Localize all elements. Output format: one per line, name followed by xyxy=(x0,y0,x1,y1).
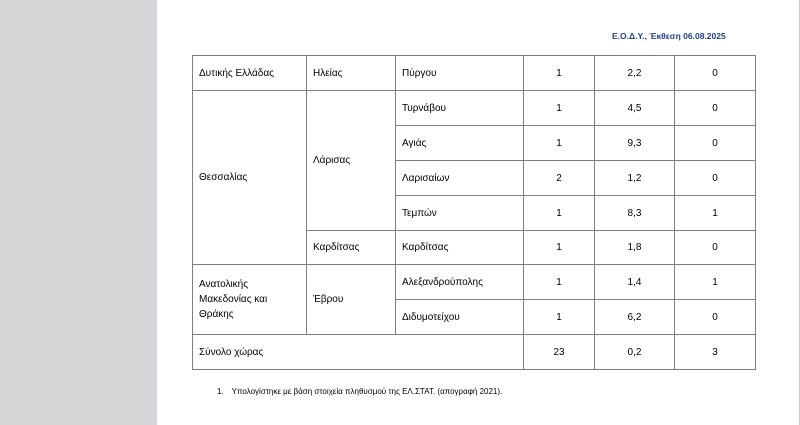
region-cell: Δυτικής Ελλάδας xyxy=(193,56,307,91)
footnote xyxy=(217,387,502,396)
document-page xyxy=(157,0,800,425)
municipality-cell: Πύργου xyxy=(396,56,524,91)
rate-cell: 1,2 xyxy=(595,161,675,196)
rate-cell: 1,8 xyxy=(595,231,675,265)
region-cell: Θεσσαλίας xyxy=(193,91,307,265)
deaths-cell: 0 xyxy=(675,161,756,196)
deaths-cell: 0 xyxy=(675,231,756,265)
municipality-cell: Λαρισαίων xyxy=(396,161,524,196)
total-deaths: 3 xyxy=(675,335,756,370)
deaths-cell: 1 xyxy=(675,196,756,231)
cases-cell: 1 xyxy=(524,265,595,300)
cases-cell: 1 xyxy=(524,126,595,161)
cases-cell: 2 xyxy=(524,161,595,196)
footnote-number: 1. xyxy=(217,387,224,396)
deaths-cell: 0 xyxy=(675,300,756,335)
municipality-cell: Τυρνάβου xyxy=(396,91,524,126)
rate-cell: 4,5 xyxy=(595,91,675,126)
table-row xyxy=(193,265,756,300)
deaths-cell: 0 xyxy=(675,56,756,91)
cases-cell: 1 xyxy=(524,300,595,335)
deaths-cell: 1 xyxy=(675,265,756,300)
regional-unit-cell: Έβρου xyxy=(307,265,396,335)
municipality-cell: Καρδίτσας xyxy=(396,231,524,265)
total-row xyxy=(193,335,756,370)
municipality-cell: Αγιάς xyxy=(396,126,524,161)
rate-cell: 8,3 xyxy=(595,196,675,231)
rate-cell: 2,2 xyxy=(595,56,675,91)
region-cell: Ανατολικής Μακεδονίας και Θράκης xyxy=(193,265,307,335)
rate-cell: 6,2 xyxy=(595,300,675,335)
cases-cell: 1 xyxy=(524,56,595,91)
total-label: Σύνολο χώρας xyxy=(193,335,524,370)
footnote-text: Υπολογίστηκε με βάση στοιχεία πληθυσμού της ΕΛ.ΣΤΑΤ. (απογραφή 2021). xyxy=(231,387,503,396)
cases-cell: 1 xyxy=(524,196,595,231)
cases-cell: 1 xyxy=(524,91,595,126)
rate-cell: 1,4 xyxy=(595,265,675,300)
municipality-cell: Τεμπών xyxy=(396,196,524,231)
rate-cell: 9,3 xyxy=(595,126,675,161)
deaths-cell: 0 xyxy=(675,126,756,161)
total-rate: 0,2 xyxy=(595,335,675,370)
regional-unit-cell: Λάρισας xyxy=(307,91,396,231)
table-row xyxy=(193,56,756,91)
cases-table xyxy=(192,55,756,370)
deaths-cell: 0 xyxy=(675,91,756,126)
total-cases: 23 xyxy=(524,335,595,370)
regional-unit-cell: Καρδίτσας xyxy=(307,231,396,265)
report-reference: Ε.Ο.Δ.Υ., Έκθεση 06.08.2025 xyxy=(612,31,726,41)
municipality-cell: Διδυμοτείχου xyxy=(396,300,524,335)
cases-cell: 1 xyxy=(524,231,595,265)
table-row xyxy=(193,91,756,126)
regional-unit-cell: Ηλείας xyxy=(307,56,396,91)
municipality-cell: Αλεξανδρούπολης xyxy=(396,265,524,300)
